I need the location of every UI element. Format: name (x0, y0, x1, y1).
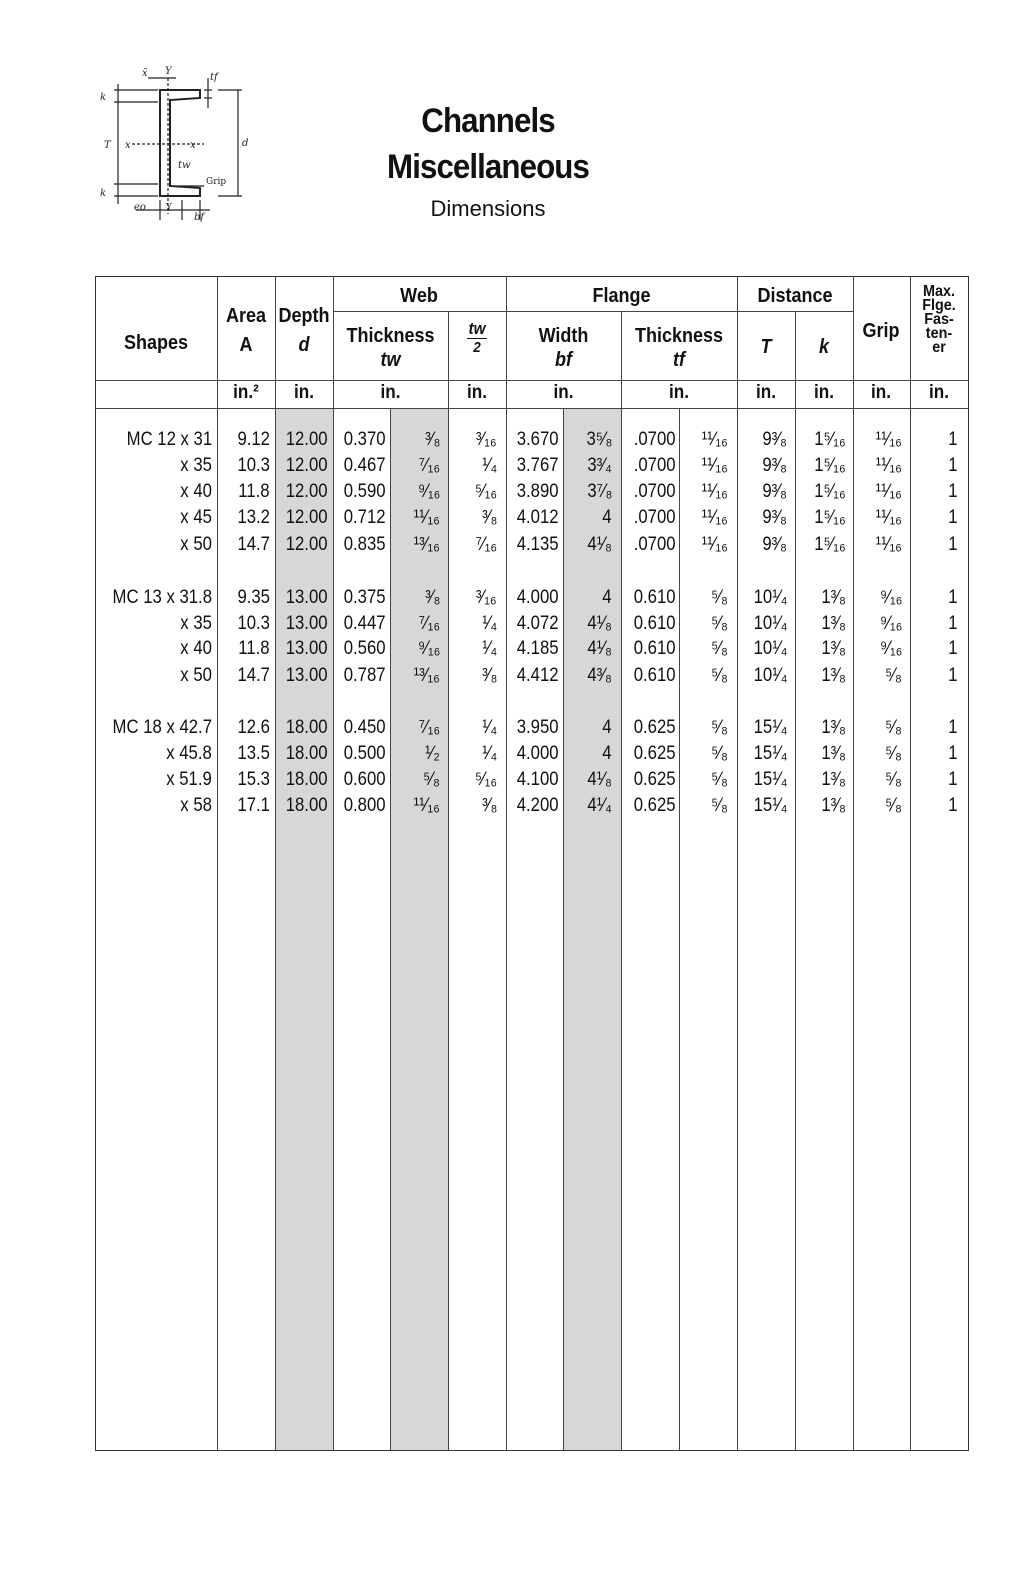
cell-grip: ⁹⁄₁₆ (879, 638, 902, 659)
cell-shape: MC 12 x 31 (126, 429, 212, 450)
diagram-label-eo: eo (134, 202, 146, 213)
diagram-label-xbar: x̄ (142, 68, 148, 79)
page-title-line1: Channels (421, 102, 555, 140)
col-divider (679, 277, 680, 1450)
unit-flange-width: in. (553, 382, 574, 403)
cell-depth: 18.00 (286, 717, 328, 738)
cell-grip: ¹¹⁄₁₆ (875, 507, 902, 528)
cell-distance-k: 1⁵⁄₁₆ (814, 429, 846, 450)
cell-fastener: 1 (948, 743, 958, 764)
cell-grip: ⁹⁄₁₆ (879, 587, 902, 608)
cell-grip: ⁵⁄₈ (885, 665, 902, 686)
cell-web-half: ¹⁄₄ (481, 455, 497, 476)
cell-depth: 12.00 (286, 534, 328, 555)
cell-distance-T: 9³⁄₈ (762, 481, 787, 502)
cell-web-thickness-decimal: 0.560 (344, 638, 386, 659)
cell-flange-width-fraction: 3⁵⁄₈ (586, 429, 612, 450)
header-depth-symbol: d (298, 334, 310, 356)
cell-web-thickness-fraction: ¹⁄₂ (425, 743, 440, 764)
header-flange-thickness-symbol: tf (672, 349, 685, 371)
cell-distance-k: 1⁵⁄₁₆ (814, 455, 846, 476)
cell-area: 14.7 (237, 534, 270, 555)
cell-flange-thickness-fraction: ¹¹⁄₁₆ (701, 534, 728, 555)
cell-flange-width-decimal: 4.000 (517, 587, 559, 608)
cell-shape: x 40 (180, 638, 212, 659)
cell-web-thickness-decimal: 0.375 (344, 587, 386, 608)
diagram-label-x-right: x (190, 140, 196, 151)
cell-fastener: 1 (948, 534, 958, 555)
diagram-label-k-top: k (100, 92, 107, 103)
cell-web-thickness-decimal: 0.370 (344, 429, 386, 450)
cell-grip: ¹¹⁄₁₆ (875, 481, 902, 502)
cell-flange-thickness-decimal: .0700 (634, 429, 676, 450)
cell-grip: ⁹⁄₁₆ (879, 613, 902, 634)
cell-flange-thickness-decimal: 0.610 (634, 638, 676, 659)
col-divider (448, 277, 449, 1450)
col-divider (506, 277, 507, 311)
cell-depth: 18.00 (286, 795, 328, 816)
cell-flange-width-decimal: 3.890 (517, 481, 559, 502)
cell-shape: x 50 (180, 665, 212, 686)
cell-flange-thickness-fraction: ⁵⁄₈ (711, 613, 728, 634)
cell-flange-width-fraction: 4¹⁄₈ (587, 534, 612, 555)
unit-area: in.² (233, 382, 259, 403)
cell-distance-T: 9³⁄₈ (762, 429, 787, 450)
cell-fastener: 1 (948, 638, 958, 659)
cell-flange-width-fraction: 4 (602, 743, 612, 764)
col-divider (217, 277, 218, 1450)
cell-area: 9.12 (237, 429, 270, 450)
unit-grip: in. (871, 382, 891, 403)
cell-distance-T: 10¹⁄₄ (753, 613, 787, 634)
header-flange-width-symbol: bf (554, 349, 572, 371)
cell-fastener: 1 (948, 429, 958, 450)
cell-web-thickness-fraction: ¹¹⁄₁₆ (413, 507, 440, 528)
cell-depth: 12.00 (286, 455, 328, 476)
cell-fastener: 1 (948, 665, 958, 686)
cell-flange-width-decimal: 3.767 (517, 455, 559, 476)
cell-fastener: 1 (948, 613, 958, 634)
unit-web-thickness: in. (380, 382, 401, 403)
cell-flange-width-fraction: 4 (602, 507, 612, 528)
diagram-label-bf: bf (194, 212, 205, 223)
col-divider (910, 277, 911, 1450)
cell-web-half: ¹⁄₄ (481, 613, 497, 634)
col-divider (621, 277, 622, 1450)
cell-web-half: ¹⁄₄ (481, 638, 497, 659)
cell-flange-thickness-fraction: ⁵⁄₈ (711, 795, 728, 816)
cell-depth: 12.00 (286, 507, 328, 528)
cell-web-thickness-decimal: 0.800 (344, 795, 386, 816)
cell-distance-T: 15¹⁄₄ (753, 717, 787, 738)
col-divider (795, 277, 796, 1450)
cell-flange-thickness-decimal: .0700 (634, 507, 676, 528)
header-web-thickness: Thickness (346, 325, 435, 347)
header-distance-T: T (760, 336, 772, 358)
cell-grip: ¹¹⁄₁₆ (875, 455, 902, 476)
cell-fastener: 1 (948, 717, 958, 738)
header-web-half-den: 2 (473, 339, 481, 356)
cell-flange-thickness-decimal: 0.610 (634, 613, 676, 634)
units-rule (96, 408, 968, 409)
cell-shape: x 50 (180, 534, 212, 555)
col-divider (275, 277, 276, 1450)
cell-area: 10.3 (237, 455, 270, 476)
cell-web-thickness-fraction: ³⁄₈ (424, 429, 440, 450)
header-web: Web (400, 285, 438, 307)
page-title-line2: Miscellaneous (387, 148, 589, 186)
cell-web-thickness-decimal: 0.835 (344, 534, 386, 555)
cell-distance-k: 1³⁄₈ (821, 665, 846, 686)
diagram-label-tw: tw (178, 160, 191, 171)
cell-web-half: ³⁄₁₆ (476, 429, 497, 450)
cell-distance-T: 9³⁄₈ (762, 534, 787, 555)
cell-distance-T: 15¹⁄₄ (753, 769, 787, 790)
cell-distance-k: 1³⁄₈ (821, 587, 846, 608)
cell-fastener: 1 (948, 455, 958, 476)
cell-flange-width-decimal: 3.950 (517, 717, 559, 738)
cell-grip: ⁵⁄₈ (885, 769, 902, 790)
cell-area: 13.2 (237, 507, 270, 528)
cell-flange-thickness-decimal: .0700 (634, 481, 676, 502)
cell-web-thickness-fraction: ⁷⁄₁₆ (418, 717, 440, 738)
cell-flange-thickness-decimal: 0.625 (634, 717, 676, 738)
unit-web-half: in. (467, 382, 487, 403)
cell-distance-k: 1⁵⁄₁₆ (814, 481, 846, 502)
cell-shape: x 45 (180, 507, 212, 528)
cell-flange-width-fraction: 3⁷⁄₈ (586, 481, 612, 502)
cell-flange-thickness-decimal: 0.625 (634, 769, 676, 790)
cell-web-thickness-decimal: 0.712 (344, 507, 386, 528)
cell-distance-k: 1³⁄₈ (821, 613, 846, 634)
cell-flange-width-fraction: 4¹⁄₄ (587, 795, 612, 816)
cell-web-thickness-decimal: 0.500 (344, 743, 386, 764)
cell-shape: MC 18 x 42.7 (112, 717, 212, 738)
cell-flange-thickness-decimal: 0.625 (634, 743, 676, 764)
cell-web-half: ⁵⁄₁₆ (474, 769, 497, 790)
cell-area: 11.8 (238, 638, 270, 659)
cell-web-thickness-fraction: ³⁄₈ (424, 587, 440, 608)
col-divider (737, 277, 738, 1450)
cell-flange-width-decimal: 4.000 (517, 743, 559, 764)
diagram-label-grip: Grip (206, 177, 227, 187)
cell-distance-T: 10¹⁄₄ (753, 638, 787, 659)
cell-area: 9.35 (237, 587, 270, 608)
cell-fastener: 1 (948, 587, 958, 608)
cell-flange-width-fraction: 4¹⁄₈ (587, 638, 612, 659)
header-flange-thickness: Thickness (634, 325, 724, 347)
cell-distance-k: 1⁵⁄₁₆ (814, 534, 846, 555)
unit-flange-thickness: in. (669, 382, 689, 403)
col-divider (737, 277, 738, 311)
cell-grip: ⁵⁄₈ (885, 743, 902, 764)
cell-web-thickness-fraction: ⁷⁄₁₆ (418, 455, 440, 476)
cell-distance-T: 10¹⁄₄ (753, 587, 787, 608)
cell-web-thickness-fraction: ⁷⁄₁₆ (418, 613, 440, 634)
header-web-thickness-symbol: tw (380, 349, 401, 371)
header-max-fastener (913, 285, 965, 355)
col-divider (853, 277, 854, 1450)
depth-header-bg (276, 277, 333, 380)
cell-distance-T: 15¹⁄₄ (753, 743, 787, 764)
cell-web-thickness-decimal: 0.447 (344, 613, 386, 634)
diagram-label-k-bottom: k (100, 188, 107, 199)
cell-flange-width-fraction: 4¹⁄₈ (587, 613, 612, 634)
cell-shape: MC 13 x 31.8 (112, 587, 212, 608)
cell-flange-thickness-fraction: ¹¹⁄₁₆ (701, 429, 728, 450)
cell-shape: x 51.9 (166, 769, 212, 790)
cell-depth: 13.00 (286, 613, 328, 634)
cell-area: 11.8 (238, 481, 270, 502)
unit-k: in. (814, 382, 834, 403)
cell-area: 15.3 (237, 769, 270, 790)
channel-section-diagram (92, 64, 260, 224)
diagram-label-tf: tf (210, 72, 218, 83)
cell-shape: x 58 (180, 795, 212, 816)
diagram-label-y-bottom: Y (166, 203, 172, 213)
cell-distance-T: 9³⁄₈ (762, 455, 787, 476)
cell-flange-width-decimal: 4.135 (517, 534, 559, 555)
cell-flange-width-fraction: 4 (602, 587, 612, 608)
cell-flange-thickness-fraction: ¹¹⁄₁₆ (701, 455, 728, 476)
header-distance: Distance (757, 285, 833, 307)
cell-depth: 12.00 (286, 429, 328, 450)
cell-flange-width-decimal: 4.200 (517, 795, 559, 816)
diagram-label-y-top: Y (165, 66, 172, 77)
header-area-symbol: A (239, 334, 253, 356)
header-max-fastener-line: Flge. (922, 297, 956, 314)
cell-area: 17.1 (237, 795, 270, 816)
cell-flange-width-decimal: 4.012 (517, 507, 559, 528)
cell-fastener: 1 (948, 795, 958, 816)
col-divider (390, 277, 391, 1450)
header-max-fastener-line: Fas- (924, 311, 954, 328)
cell-distance-k: 1³⁄₈ (821, 769, 846, 790)
cell-shape: x 35 (180, 613, 212, 634)
cell-fastener: 1 (948, 769, 958, 790)
cell-flange-thickness-fraction: ⁵⁄₈ (711, 638, 728, 659)
header-web-half-num: tw (468, 319, 486, 338)
cell-flange-width-fraction: 4³⁄₈ (587, 665, 612, 686)
header-max-fastener-line: er (932, 339, 946, 356)
col-divider (563, 277, 564, 1450)
cell-web-thickness-decimal: 0.450 (344, 717, 386, 738)
cell-flange-thickness-decimal: 0.610 (634, 587, 676, 608)
cell-flange-thickness-decimal: .0700 (634, 534, 676, 555)
cell-depth: 18.00 (286, 743, 328, 764)
header-shapes: Shapes (123, 332, 189, 354)
diagram-label-x-left: x (125, 140, 131, 151)
header-flange-width: Width (538, 325, 589, 347)
cell-distance-k: 1³⁄₈ (821, 717, 846, 738)
cell-area: 10.3 (237, 613, 270, 634)
cell-shape: x 45.8 (166, 743, 212, 764)
diagram-label-d: d (242, 138, 249, 149)
cell-flange-width-fraction: 4¹⁄₈ (587, 769, 612, 790)
cell-flange-thickness-fraction: ⁵⁄₈ (711, 665, 728, 686)
cell-shape: x 35 (180, 455, 212, 476)
cell-depth: 13.00 (286, 638, 328, 659)
cell-web-thickness-fraction: ⁹⁄₁₆ (417, 638, 440, 659)
cell-distance-T: 10¹⁄₄ (753, 665, 787, 686)
cell-flange-thickness-decimal: 0.610 (634, 665, 676, 686)
cell-flange-thickness-fraction: ¹¹⁄₁₆ (701, 481, 728, 502)
cell-depth: 13.00 (286, 587, 328, 608)
cell-web-thickness-fraction: ⁵⁄₈ (423, 769, 440, 790)
group-header-rule (737, 311, 853, 312)
cell-web-thickness-decimal: 0.590 (344, 481, 386, 502)
cell-area: 13.5 (237, 743, 270, 764)
cell-distance-k: 1³⁄₈ (821, 795, 846, 816)
cell-distance-T: 15¹⁄₄ (753, 795, 787, 816)
cell-flange-thickness-fraction: ⁵⁄₈ (711, 587, 728, 608)
cell-flange-thickness-fraction: ⁵⁄₈ (711, 743, 728, 764)
cell-flange-width-decimal: 4.185 (517, 638, 559, 659)
cell-shape: x 40 (180, 481, 212, 502)
cell-web-half: ³⁄₈ (481, 507, 497, 528)
cell-grip: ¹¹⁄₁₆ (875, 534, 902, 555)
cell-flange-width-decimal: 3.670 (517, 429, 559, 450)
cell-web-thickness-decimal: 0.787 (344, 665, 386, 686)
cell-flange-width-decimal: 4.072 (517, 613, 559, 634)
diagram-label-T: T (104, 140, 111, 151)
cell-flange-width-decimal: 4.412 (517, 665, 559, 686)
col-divider (506, 277, 507, 1450)
cell-web-thickness-fraction: ¹³⁄₁₆ (413, 665, 440, 686)
header-flange: Flange (592, 285, 651, 307)
cell-depth: 13.00 (286, 665, 328, 686)
header-max-fastener-line: ten- (925, 325, 953, 342)
cell-web-half: ³⁄₈ (481, 795, 497, 816)
cell-flange-thickness-decimal: .0700 (634, 455, 676, 476)
cell-grip: ⁵⁄₈ (885, 717, 902, 738)
header-distance-k: k (818, 336, 830, 358)
cell-flange-thickness-fraction: ⁵⁄₈ (711, 717, 728, 738)
cell-area: 14.7 (237, 665, 270, 686)
cell-fastener: 1 (948, 481, 958, 502)
cell-distance-k: 1⁵⁄₁₆ (814, 507, 846, 528)
cell-web-half: ¹⁄₄ (481, 743, 497, 764)
cell-distance-k: 1³⁄₈ (821, 743, 846, 764)
header-area: Area (225, 305, 267, 327)
page-subtitle: Dimensions (430, 196, 546, 221)
cell-grip: ⁵⁄₈ (885, 795, 902, 816)
title-block (330, 98, 646, 226)
unit-T: in. (756, 382, 776, 403)
cell-web-half: ⁵⁄₁₆ (474, 481, 497, 502)
cell-flange-thickness-fraction: ⁵⁄₈ (711, 769, 728, 790)
cell-depth: 12.00 (286, 481, 328, 502)
header-max-fastener-line: Max. (922, 283, 956, 300)
cell-web-thickness-decimal: 0.467 (344, 455, 386, 476)
cell-depth: 18.00 (286, 769, 328, 790)
cell-web-half: ³⁄₁₆ (476, 587, 497, 608)
cell-flange-width-fraction: 3³⁄₄ (587, 455, 612, 476)
header-depth: Depth (278, 305, 330, 327)
col-divider (333, 277, 334, 1450)
cell-web-thickness-fraction: ¹³⁄₁₆ (413, 534, 440, 555)
cell-web-thickness-fraction: ⁹⁄₁₆ (417, 481, 440, 502)
cell-web-thickness-fraction: ¹¹⁄₁₆ (413, 795, 440, 816)
cell-web-half: ³⁄₈ (481, 665, 497, 686)
cell-grip: ¹¹⁄₁₆ (875, 429, 902, 450)
unit-fastener: in. (929, 382, 949, 403)
cell-flange-width-decimal: 4.100 (517, 769, 559, 790)
cell-fastener: 1 (948, 507, 958, 528)
header-web-half (451, 320, 503, 358)
header-grip: Grip (862, 320, 900, 342)
cell-web-thickness-decimal: 0.600 (344, 769, 386, 790)
unit-depth: in. (294, 382, 314, 403)
cell-flange-thickness-fraction: ¹¹⁄₁₆ (701, 507, 728, 528)
col-divider (853, 277, 854, 311)
cell-web-half: ⁷⁄₁₆ (475, 534, 497, 555)
cell-web-half: ¹⁄₄ (481, 717, 497, 738)
cell-area: 12.6 (237, 717, 270, 738)
cell-flange-thickness-decimal: 0.625 (634, 795, 676, 816)
cell-distance-T: 9³⁄₈ (762, 507, 787, 528)
cell-distance-k: 1³⁄₈ (821, 638, 846, 659)
cell-flange-width-fraction: 4 (602, 717, 612, 738)
